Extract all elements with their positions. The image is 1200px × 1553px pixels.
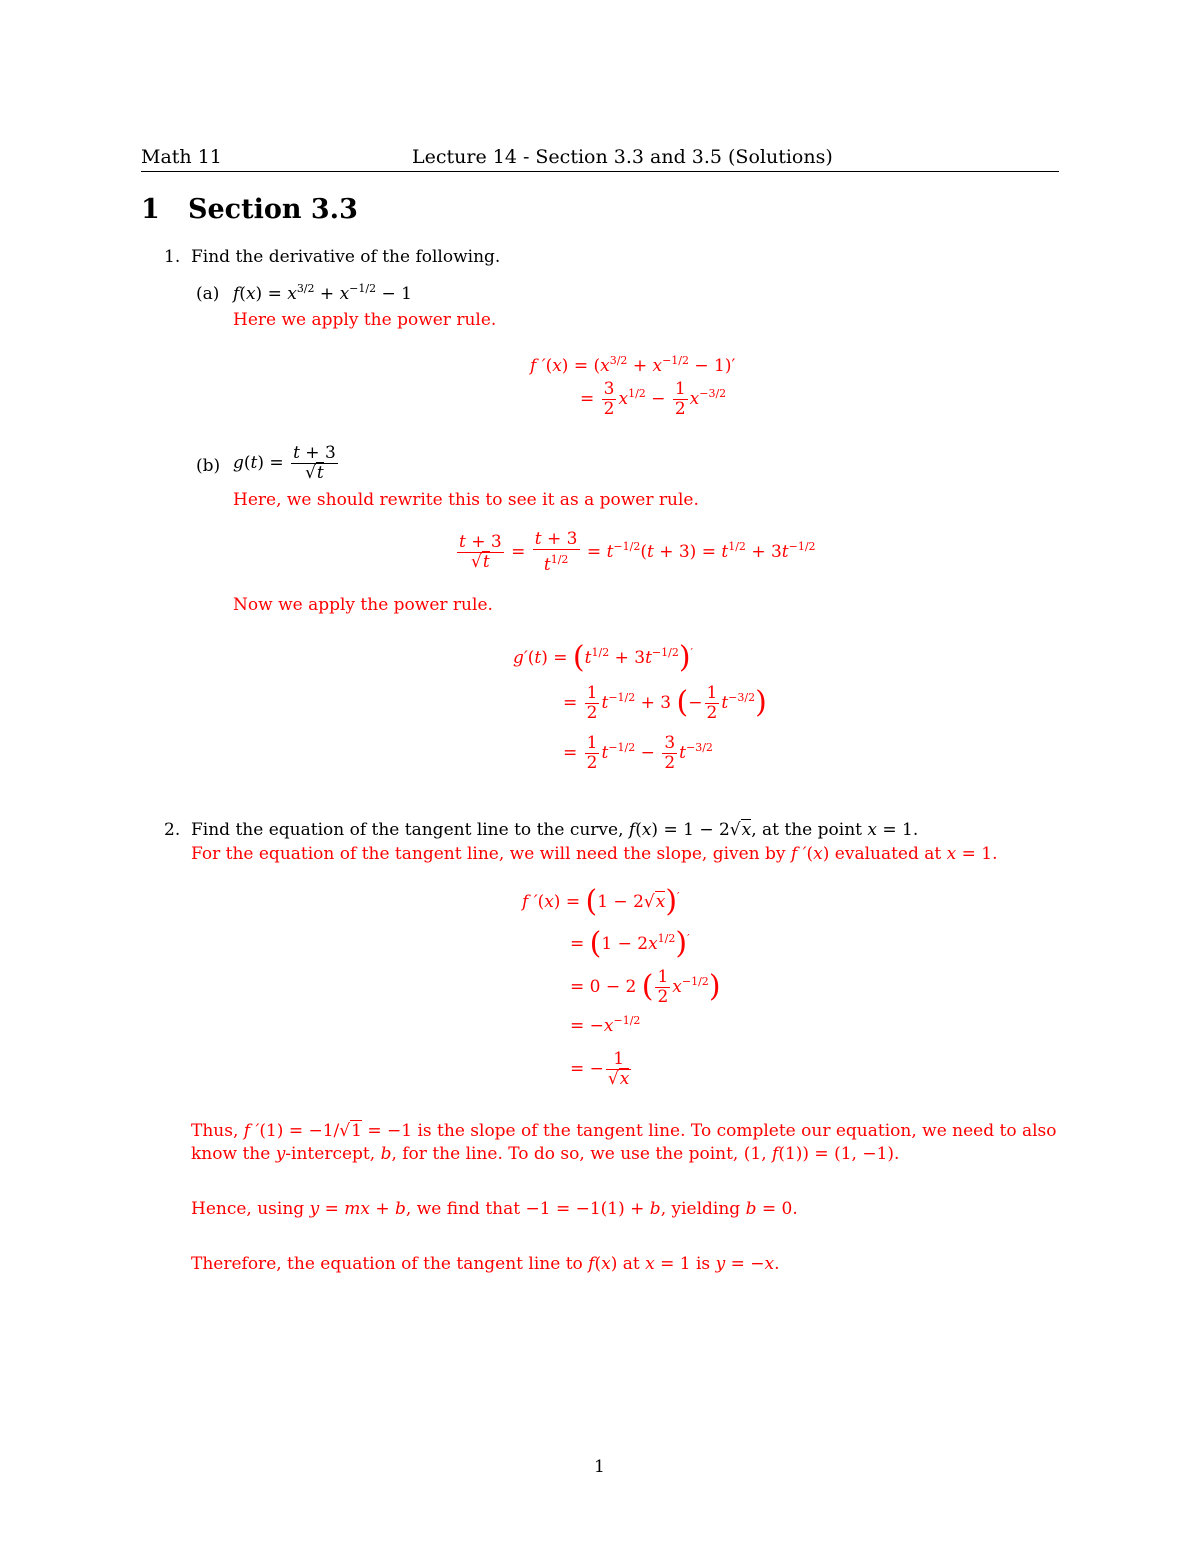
problem-2-derivative-line-1: f ′(x) = (1 − 2√x)′: [522, 884, 680, 919]
part-b-derivative-line-3: = $\frac{1}{2}$ $t^{-1/2}$ − $\frac{3}{2}$ $t^{-3/2}$: [563, 733, 713, 773]
part-b-derivative-line-1: $g'(t) = (t^{1/2} + 3t^{-1/2})'$: [513, 640, 694, 675]
problem-2-note-mid: evaluated at: [834, 844, 942, 864]
problem-2-therefore-line: Therefore, the equation of the tangent line to f(x) at x = 1 is y = −x.: [191, 1254, 780, 1274]
part-a-derivative-line-2: = $\frac{3}{2}$ $x^{1/2}$ − $\frac{1}{2}$ $x^{-3/2}$: [580, 379, 727, 419]
page-number: 1: [594, 1457, 605, 1477]
problem-2-prompt-start: Find the equation of the tangent line to the curve,: [191, 820, 624, 840]
therefore-mid2: is: [696, 1254, 711, 1274]
part-b-label: (b): [196, 456, 221, 476]
header-rule: [141, 171, 1059, 172]
problem-2-thus-line-1: Thus, f ′(1) = −1/√1 = −1 is the slope of the tangent line. To complete our equation, we need to also: [191, 1121, 1057, 1141]
part-a-function: $f(x) = x^{3/2} + x^{-1/2} - 1$: [233, 282, 412, 304]
thus-line-2-start: know the: [191, 1144, 271, 1164]
problem-1-prompt: Find the derivative of the following.: [191, 247, 501, 267]
part-a-derivative-line-1: f $'(x) = (x^{3/2} + x^{-1/2} - 1)'$: [530, 354, 736, 376]
part-b-rewrite: $\frac{t + 3}{√t}$ = $\frac{t + 3}{t^{1/2}}$ = $t^{-1/2}(t + 3) = t^{1/2} + 3t^{-1/2}$: [459, 529, 816, 575]
part-a-note: Here we apply the power rule.: [233, 310, 497, 330]
problem-2-thus-line-2: know the y-intercept, b, for the line. To do so, we use the point, (1, f(1)) = (1, −1).: [191, 1144, 900, 1164]
hence-start: Hence, using: [191, 1199, 305, 1219]
lecture-title: Lecture 14 - Section 3.3 and 3.5 (Solutions): [412, 146, 833, 168]
section-title: Section 3.3: [188, 194, 358, 225]
course-label: Math 11: [141, 146, 222, 168]
hence-mid2: , yielding: [660, 1199, 741, 1219]
problem-2-number: 2.: [164, 820, 181, 840]
therefore-mid: at: [622, 1254, 640, 1274]
problem-2-prompt-mid: , at the point: [751, 820, 862, 840]
problem-1-number: 1.: [164, 247, 181, 267]
hence-mid: , we find that: [405, 1199, 521, 1219]
problem-2-derivative-line-2: = $(1 - 2x^{1/2})'$: [570, 926, 690, 961]
problem-2-derivative-line-4: = $-x^{-1/2}$: [570, 1014, 641, 1036]
part-b-note-1: Here, we should rewrite this to see it as a power rule.: [233, 490, 699, 510]
part-b-function: g(t) = $\frac{t + 3}{√t}$: [233, 443, 336, 483]
problem-2-note-start: For the equation of the tangent line, we will need the slope, given by: [191, 844, 786, 864]
part-b-derivative-line-2: = $\frac{1}{2}$ $t^{-1/2} + 3$ (− $\frac{1}{2}$ $t^{-3/2}$): [563, 683, 767, 723]
problem-2-hence-line: Hence, using y = mx + b, we find that −1 = −1(1) + b, yielding b = 0.: [191, 1199, 798, 1219]
problem-2-derivative-line-5: = − $\frac{1}{√x}$: [570, 1049, 630, 1089]
problem-2-derivative-line-3: = 0 − 2 ( $\frac{1}{2}$ $x^{-1/2}$): [570, 967, 721, 1007]
problem-2-note: For the equation of the tangent line, we will need the slope, given by f ′(x) evaluated at x = 1.: [191, 844, 998, 864]
therefore-start: Therefore, the equation of the tangent line to: [191, 1254, 583, 1274]
problem-2-prompt: Find the equation of the tangent line to the curve, f(x) = 1 − 2√x, at the point x = 1.: [191, 820, 919, 840]
thus-line-2-mid: -intercept,: [285, 1144, 376, 1164]
part-b-note-2: Now we apply the power rule.: [233, 595, 493, 615]
thus-line-1-end: is the slope of the tangent line. To complete our equation, we need to also: [417, 1121, 1057, 1141]
thus-line-2-mid2: , for the line. To do so, we use the point,: [391, 1144, 739, 1164]
part-a-label: (a): [196, 284, 220, 304]
section-number: 1: [141, 194, 160, 225]
